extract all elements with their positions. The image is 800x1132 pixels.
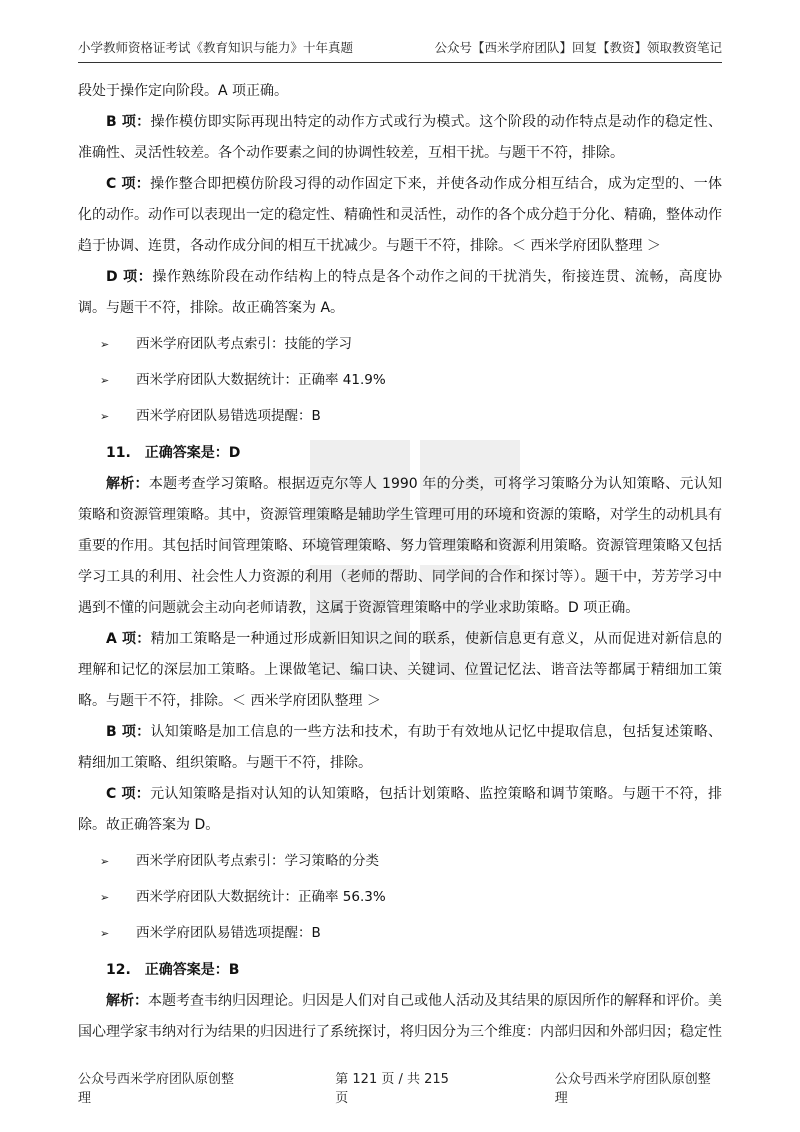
option-label: B 项：	[106, 724, 151, 740]
bullet-item	[78, 882, 722, 913]
bullet-item	[78, 365, 722, 396]
arrow-bullet-icon: ➢	[100, 374, 110, 387]
analysis-paragraph	[78, 986, 722, 1048]
analysis-label: 解析：	[106, 993, 148, 1009]
arrow-bullet-icon: ➢	[100, 891, 110, 904]
bullet-item	[78, 918, 722, 949]
option-a-explanation	[78, 624, 722, 717]
arrow-bullet-icon: ➢	[100, 855, 110, 868]
option-text: 操作熟练阶段在动作结构上的特点是各个动作之间的干扰消失，衔接连贯、流畅，高度协调。与题干不符，排除。故正确答案为 A。	[78, 269, 723, 316]
question-11-answer: 11. 正确答案是：D	[106, 445, 241, 461]
continuation-paragraph: 段处于操作定向阶段。A 项正确。	[78, 83, 289, 99]
page-content	[78, 76, 722, 1048]
header-title: 小学教师资格证考试《教育知识与能力》十年真题	[78, 40, 354, 55]
footer-left: 公众号西米学府团队原创整理	[78, 1072, 235, 1106]
bullet-text: 西米学府团队考点索引：学习策略的分类	[136, 853, 379, 869]
analysis-text: 本题考查韦纳归因理论。归因是人们对自己或他人活动及其结果的原因所作的解释和评价。美国心理学家韦纳对行为结果的归因进行了系统探讨，将归因分为三个维度：内部归因和外部归因；稳定性	[78, 993, 722, 1040]
option-text: 元认知策略是指对认知的认知策略，包括计划策略、监控策略和调节策略。与题干不符，排除。故正确答案为 D。	[78, 786, 723, 833]
page-number: 第 121 页 / 共 215 页	[335, 1072, 449, 1106]
option-label: D 项：	[106, 269, 153, 285]
arrow-bullet-icon: ➢	[100, 927, 110, 940]
option-label: A 项：	[106, 631, 151, 647]
arrow-bullet-icon: ➢	[100, 410, 110, 423]
option-text: 操作整合即把模仿阶段习得的动作固定下来，并使各动作成分相互结合，成为定型的、一体化的动作。动作可以表现出一定的稳定性、精确性和灵活性，动作的各个成分趋于分化、精确，整体动作趋于协调、连贯，各动作成分间的相互干扰减少。与题干不符，排除。＜ 西米学府团队整理 ＞	[78, 176, 723, 254]
page-header	[78, 38, 722, 56]
header-divider	[78, 62, 722, 63]
bullet-item	[78, 846, 722, 877]
option-text: 精加工策略是一种通过形成新旧知识之间的联系，使新信息更有意义，从而促进对新信息的理解和记忆的深层加工策略。上课做笔记、编口诀、关键词、位置记忆法、谐音法等都属于精细加工策略。与题干不符，排除。＜ 西米学府团队整理 ＞	[78, 631, 722, 709]
analysis-text: 本题考查学习策略。根据迈克尔等人 1990 年的分类，可将学习策略分为认知策略、元认知策略和资源管理策略。其中，资源管理策略是辅助学生管理可用的环境和资源的策略，对学生的动机具有重要的作用。其包括时间管理策略、环境管理策略、努力管理策略和资源利用策略。资源管理策略又包括学习工具的利用、社会性人力资源的利用（老师的帮助、同学间的合作和探讨等）。题干中，芳芳学习中遇到不懂的问题就会主动向老师请教，这属于资源管理策略中的学业求助策略。D 项正确。	[78, 476, 723, 616]
bullet-text: 西米学府团队大数据统计：正确率 56.3%	[136, 889, 386, 905]
bullet-text: 西米学府团队大数据统计：正确率 41.9%	[136, 372, 386, 388]
option-label: B 项：	[106, 114, 151, 130]
question-12-answer: 12. 正确答案是：B	[106, 962, 240, 978]
option-text: 操作模仿即实际再现出特定的动作方式或行为模式。这个阶段的动作特点是动作的稳定性、准确性、灵活性较差。各个动作要素之间的协调性较差，互相干扰。与题干不符，排除。	[78, 114, 722, 161]
option-label: C 项：	[106, 176, 151, 192]
option-d-explanation	[78, 262, 722, 324]
bullet-text: 西米学府团队易错选项提醒：B	[136, 408, 321, 424]
header-promo: 公众号【西米学府团队】回复【教资】领取教资笔记	[434, 40, 722, 55]
page-footer	[78, 1068, 722, 1106]
option-b-explanation	[78, 107, 722, 169]
analysis-label: 解析：	[106, 476, 149, 492]
option-b-explanation	[78, 717, 722, 779]
analysis-paragraph	[78, 469, 722, 624]
footer-right: 公众号西米学府团队原创整理	[554, 1072, 711, 1106]
bullet-item	[78, 329, 722, 360]
option-label: C 项：	[106, 786, 151, 802]
option-c-explanation	[78, 779, 722, 841]
option-text: 认知策略是加工信息的一些方法和技术，有助于有效地从记忆中提取信息，包括复述策略、精细加工策略、组织策略。与题干不符，排除。	[78, 724, 722, 771]
bullet-item	[78, 401, 722, 432]
bullet-text: 西米学府团队考点索引：技能的学习	[136, 336, 352, 352]
bullet-text: 西米学府团队易错选项提醒：B	[136, 925, 321, 941]
option-c-explanation	[78, 169, 722, 262]
arrow-bullet-icon: ➢	[100, 338, 110, 351]
